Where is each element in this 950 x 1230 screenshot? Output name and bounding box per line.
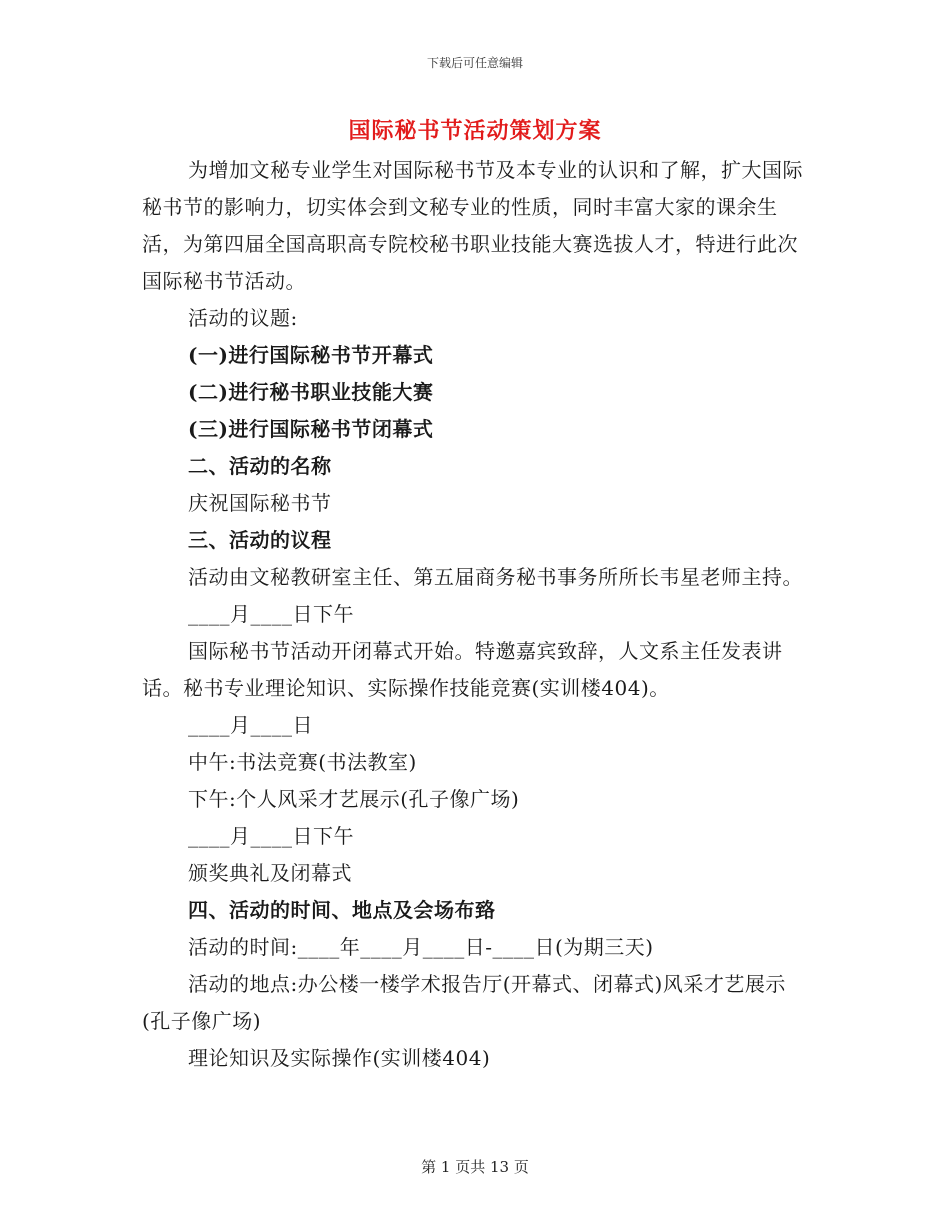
section-heading-time-place: 四、活动的时间、地点及会场布臵 xyxy=(188,898,496,922)
agenda-item-3: (三)进行国际秘书节闭幕式 xyxy=(188,417,434,441)
section-heading-name: 二、活动的名称 xyxy=(188,454,332,478)
host-paragraph: 活动由文秘教研室主任、第五届商务秘书事务所所长韦星老师主持。 xyxy=(188,565,803,589)
date-line-3: ____月____日下午 xyxy=(188,824,354,848)
document-body xyxy=(142,152,808,1077)
opening-paragraph: 国际秘书节活动开闭幕式开始。特邀嘉宾致辞，人文系主任发表讲话。秘书专业理论知识、实际操作技能竞赛(实训楼404)。 xyxy=(142,639,783,700)
page-header: 下载后可任意编辑 xyxy=(426,56,523,70)
agenda-item-1: (一)进行国际秘书节开幕式 xyxy=(188,343,434,367)
document-title: 国际秘书节活动策划方案 xyxy=(348,118,602,144)
intro-paragraph: 为增加文秘专业学生对国际秘书节及本专业的认识和了解，扩大国际秘书节的影响力，切实体会到文秘专业的性质，同时丰富大家的课余生活，为第四届全国高职高专院校秘书职业技能大赛选拔人才，特进行此次国际秘书节活动。 xyxy=(142,158,803,293)
noon-event: 中午:书法竞赛(书法教室) xyxy=(188,750,417,774)
agenda-label: 活动的议题: xyxy=(188,306,298,330)
date-line-2: ____月____日 xyxy=(188,713,313,737)
date-line-1: ____月____日下午 xyxy=(188,602,354,626)
agenda-item-2: (二)进行秘书职业技能大赛 xyxy=(188,380,434,404)
afternoon-event: 下午:个人风采才艺展示(孔子像广场) xyxy=(188,787,520,811)
activity-place: 活动的地点:办公楼一楼学术报告厅(开幕式、闭幕式)风采才艺展示(孔子像广场) xyxy=(142,972,786,1033)
theory-practice-place: 理论知识及实际操作(实训楼404) xyxy=(188,1046,491,1070)
activity-name: 庆祝国际秘书节 xyxy=(188,491,332,515)
activity-time: 活动的时间:____年____月____日-____日(为期三天) xyxy=(188,935,654,959)
section-heading-schedule: 三、活动的议程 xyxy=(188,528,332,552)
closing-event: 颁奖典礼及闭幕式 xyxy=(188,861,352,885)
page-footer: 第 1 页共 13 页 xyxy=(421,1158,529,1176)
